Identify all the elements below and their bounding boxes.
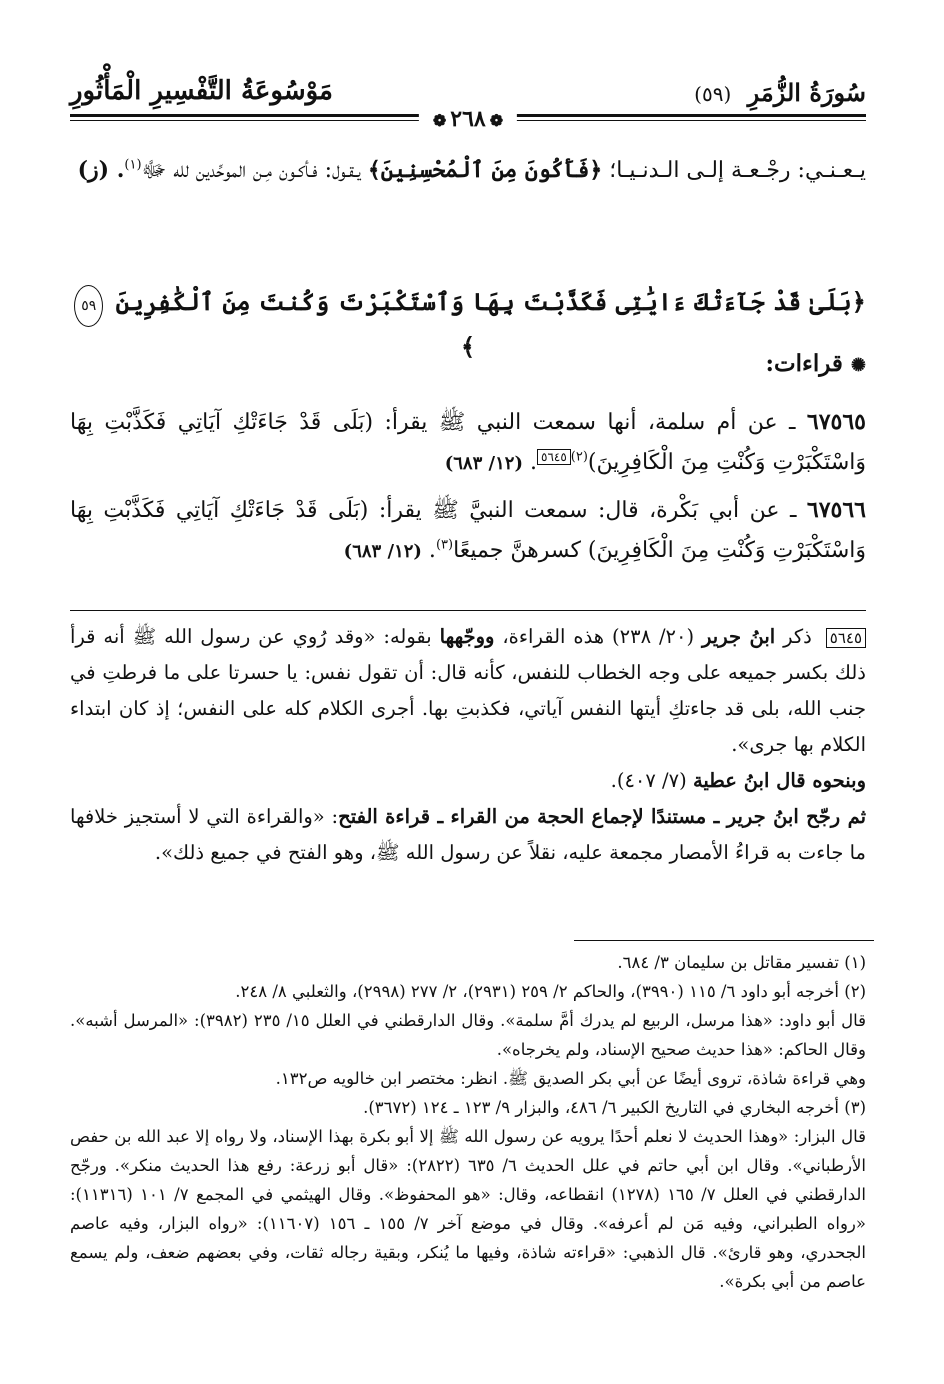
footnote: وهي قراءة شاذة، تروى أيضًا عن أبي بكر الصديق ﷺ. انظر: مختصر ابن خالويه ص١٣٢. (275, 1069, 866, 1088)
footnote-ref[interactable]: (١) (124, 157, 142, 173)
commentary-text: : «والقراءة التي لا أستجيز خلافها ما جاءت به قراءُ الأمصار مجمعة عليه، نقلاً عن رسول الله ﷺ، وهو الفتح في جميع ذلك». (70, 805, 866, 864)
footnote: (١) تفسير مقاتل بن سليمان ٣/ ٦٨٤. (617, 953, 866, 972)
hadith-item (70, 402, 866, 484)
footnote: (٢) أخرجه أبو داود ٦/ ١١٥ (٣٩٩٠)، والحاكم ٢/ ٢٥٩ (٢٩٣١)، ٢/ ٢٧٧ (٢٩٩٨)، والثعلبي ٨/ ٢٤٨. (235, 982, 866, 1001)
commentary-paragraph (70, 619, 866, 763)
ornament-icon: ❁ (432, 111, 447, 130)
commentary-text: (٢٠/ ٢٣٨) هذه القراءة، (494, 625, 703, 648)
footnote: (٣) أخرجه البخاري في التاريخ الكبير ٦/ ٤٨٦، والبزار ٩/ ١٢٣ ـ ١٢٤ (٣٦٧٢). (363, 1098, 866, 1117)
footnote: قال أبو داود: «هذا مرسل، الربيع لم يدرك أمَّ سلمة». وقال الدارقطني في العلل ١٥/ ٢٣٥ (٣٩٨٢): «المرسل أشبه». وقال الحاكم: «هذا حديث صحيح الإسناد، ولم يخرجاه». (70, 1011, 867, 1059)
hadith-tail: . (523, 450, 537, 475)
footnote-ref[interactable]: (٢) (570, 449, 588, 465)
commentary-text: (٧/ ٤٠٧). (610, 769, 693, 792)
page-number-box (419, 106, 517, 132)
hadith-number: ٦٧٥٦٦ (806, 497, 866, 523)
commentary-box-ref[interactable]: ٥٦٤٥ (537, 449, 571, 465)
verse-close-bracket: ﴾ (460, 332, 476, 361)
hadith-item (70, 490, 866, 572)
commentary-block (70, 610, 866, 871)
intro-block (70, 150, 866, 191)
commentary-paragraph (70, 763, 866, 799)
footnotes (70, 948, 866, 1296)
scholar-name: ابنُ جرير (702, 625, 776, 648)
footnote: قال البزار: «وهذا الحديث لا نعلم أحدًا يرويه عن رسول الله ﷺ إلا أبو بكرة بهذا الإسناد، ولا رواه إلا عبد الله بن حفص الأرطباني». وقال ابن أبي حاتم في علل الحديث ٦/ ٦٣٥ (٢٨٢٢): «قال أبو زرعة: رفع هذا الحديث منكر». ورجّح الدارقطني في العلل ٧/ ١٦٥ (١٢٧٨) انقطاعه، وقال: «هو المحفوظ». وقال الهيثمي في المجمع ٧/ ١٠١ (١١٣١٦): «رواه الطبراني، وفيه مَن لم أعرفه». وقال في موضع آخر ٧/ ١٥٥ ـ ١٥٦ (١١٦٠٧): «رواه البزار، وفيه عاصم الجحدري، وهو قارئ». قال الذهبي: «قراءته شاذة، وفيها ما يُنكر، وبقية رجاله ثقات، وفي بعضهم ضعف، ولم يسمع عاصم من أبي بكرة». (70, 1127, 866, 1291)
footnote-ref[interactable]: (٣) (435, 537, 454, 553)
flower-icon: ✺ (850, 355, 866, 376)
verse-text: ﴿بَلَىٰ قَدْ جَآءَتْكَ ءَايَٰتِى فَكَذَّبْتَ بِهَا وَٱسْتَكْبَرْتَ وَكُنتَ مِنَ ٱلْكَٰفِرِينَ (115, 287, 866, 316)
commentary-emphasis: وبنحوه قال ابنُ عطية (692, 769, 866, 792)
intro-paragraph (70, 150, 866, 191)
commentary-box-number: ٥٦٤٥ (826, 628, 866, 648)
hadith-number: ٦٧٥٦٥ (806, 409, 866, 435)
hadith-block (70, 402, 866, 572)
source-tag: . (ز) (77, 157, 125, 183)
commentary-paragraph (70, 799, 866, 871)
footnote-separator (574, 940, 874, 941)
volume-reference: (١٢/ ٦٨٣) (444, 453, 523, 474)
intro-text: يـعـنـي: رجْـعـة إلـى الـدنـيـا؛ (602, 158, 866, 183)
page-number: ٢٦٨ (450, 106, 486, 132)
commentary-emphasis: ووجّهها (439, 625, 495, 648)
page-header (70, 70, 866, 130)
ornament-icon: ❁ (489, 111, 504, 130)
hadith-tail: . (421, 538, 436, 563)
commentary-emphasis: ثم رجّح ابنُ جرير ـ مستندًا لإجماع الحجة من القراء ـ قراءة الفتح (338, 805, 866, 828)
surah-name: سُورَةُ الزُّمَرِ (747, 78, 866, 107)
commentary-text: ذكر (775, 625, 820, 648)
hadith-text: ـ عن أم سلمة، أنها سمعت النبي ﷺ يقرأ: (بَلَى قَدْ جَاءَتْكِ آيَاتِي فَكَذَّبْتِ بِهَا وَاسْتَكْبَرْتِ وَكُنْتِ مِنَ الْكَافِرِينَ) (70, 410, 866, 475)
intro-text: يـقـول: فـأكـون مِـن الموحِّدين لله ﷻ (141, 158, 368, 183)
section-heading (765, 350, 866, 377)
commentary-text: بقوله: «وقد رُوي عن رسول الله ﷺ أنه قرأ ذلك بكسر جميعه على وجه الخطاب للنفس، كأنه قال: أن تقول نفس: يا حسرتا على ما فرطتِ في جنب الله، بلى قد جاءتكِ أيتها النفس آياتي، فكذبتِ بها. أجرى الكلام كله على النفس؛ إذ كان ابتداء الكلام بها جرى». (70, 625, 866, 756)
surah-title (694, 78, 866, 107)
quran-quote: ﴿فَأَكُونَ مِنَ ٱلْمُحْسِنِينَ﴾ (367, 157, 603, 183)
quran-verse (70, 282, 866, 367)
series-title: مَوْسُوعَةُ التَّفْسِيرِ الْمَأْثُورِ (70, 76, 333, 106)
verse-number: ٥٩ (74, 285, 103, 327)
volume-reference: (١٢/ ٦٨٣) (343, 541, 422, 562)
section-heading-text: قراءات: (765, 350, 843, 377)
hadith-text: ـ عن أبي بَكْرة، قال: سمعت النبيَّ ﷺ يقرأ: (بَلَى قَدْ جَاءَتْكِ آيَاتِي فَكَذَّبْتِ بِهَا وَاسْتَكْبَرْتِ وَكُنْتِ مِنَ الْكَافِرِينَ) كسرهنَّ جميعًا (70, 498, 866, 563)
surah-number: (٥٩) (694, 82, 732, 106)
